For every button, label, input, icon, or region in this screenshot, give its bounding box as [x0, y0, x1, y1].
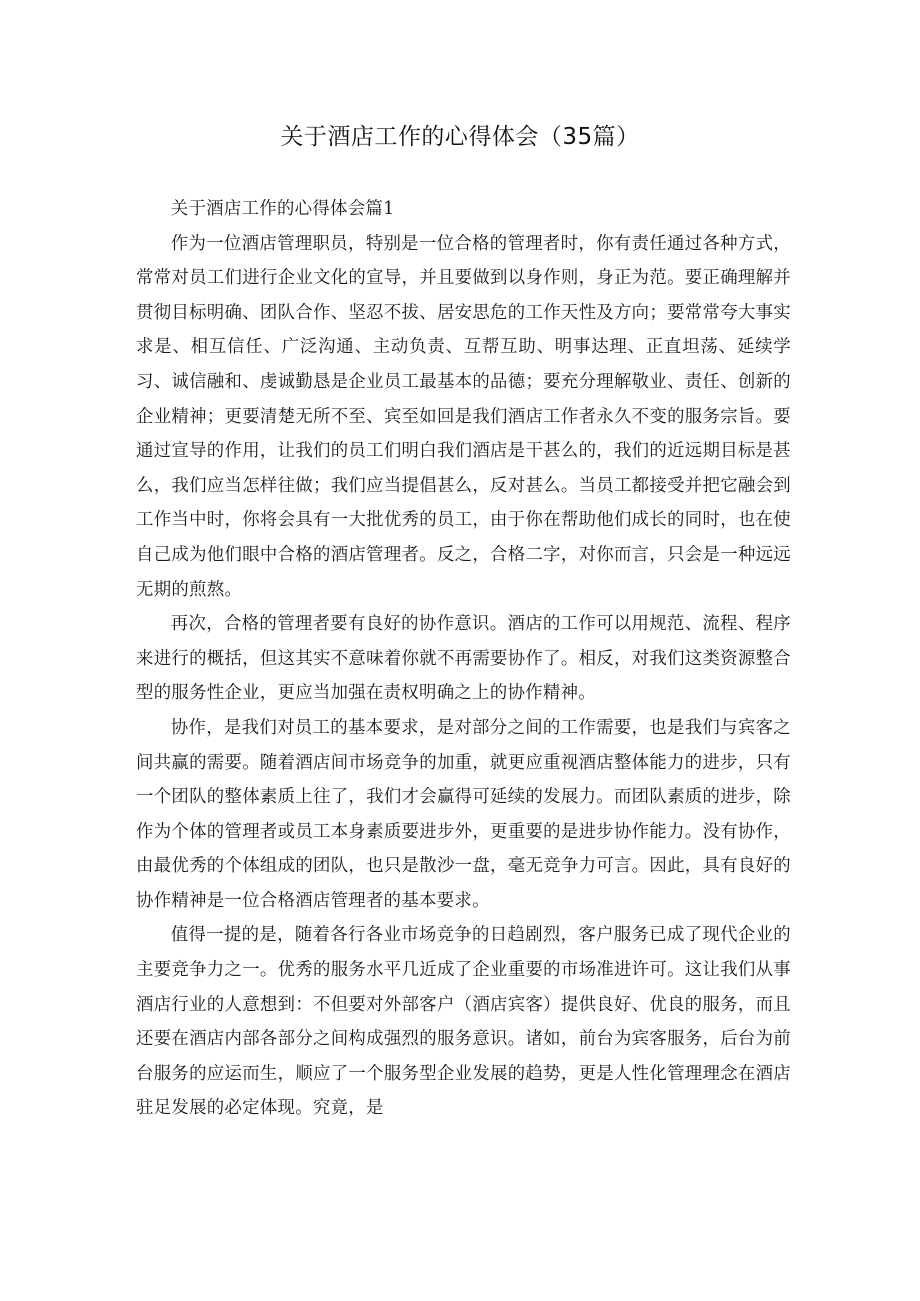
- section-heading: 关于酒店工作的心得体会篇1: [170, 199, 395, 219]
- paragraph: 值得一提的是，随着各行各业市场竞争的日趋剧烈，客户服务已成了现代企业的主要竞争力之一。优秀的服务水平几近成了企业重要的市场准进许可。这让我们从事酒店行业的人意想到：不但要对外部客户（酒店宾客）提供良好、优良的服务，而且还要在酒店内部各部分之间构成强烈的服务意识。诸如，前台为宾客服务，后台为前台服务的应运而生，顺应了一个服务型企业发展的趋势，更是人性化管理理念在酒店驻足发展的必定体现。究竟，是: [136, 925, 791, 1119]
- paragraph: 作为一位酒店管理职员，特别是一位合格的管理者时，你有责任通过各种方式，常常对员工们进行企业文化的宣导，并且要做到以身作则，身正为范。要正确理解并贯彻目标明确、团队合作、坚忍不拔、居安思危的工作天性及方向；要常常夸大事实求是、相互信任、广泛沟通、主动负责、互帮互助、明事达理、正直坦荡、延续学习、诚信融和、虔诚勤恳是企业员工最基本的品德；要充分理解敬业、责任、创新的企业精神；更要清楚无所不至、宾至如回是我们酒店工作者永久不变的服务宗旨。要通过宣导的作用，让我们的员工们明白我们酒店是干甚么的，我们的近远期目标是甚么，我们应当怎样往做；我们应当提倡甚么，反对甚么。当员工都接受并把它融会到工作当中时，你将会具有一大批优秀的员工，由于你在帮助他们成长的同时，也在使自己成为他们眼中合格的酒店管理者。反之，合格二字，对你而言，只会是一种远远无期的煎熬。: [136, 233, 791, 600]
- document-body: [136, 192, 791, 1126]
- paragraph: 协作，是我们对员工的基本要求，是对部分之间的工作需要，也是我们与宾客之间共赢的需要。随着酒店间市场竞争的加重，就更应重视酒店整体能力的进步，只有一个团队的整体素质上往了，我们才会赢得可延续的发展力。而团队素质的进步，除作为个体的管理者或员工本身素质要进步外，更重要的是进步协作能力。没有协作，由最优秀的个体组成的团队，也只是散沙一盘，毫无竞争力可言。因此，具有良好的协作精神是一位合格酒店管理者的基本要求。: [136, 717, 791, 911]
- document-title: 关于酒店工作的心得体会（35篇）: [280, 124, 640, 150]
- paragraph: 再次，合格的管理者要有良好的协作意识。酒店的工作可以用规范、流程、程序来进行的概括，但这其实不意味着你就不再需要协作了。相反，对我们这类资源整合型的服务性企业，更应当加强在责权明确之上的协作精神。: [136, 614, 791, 704]
